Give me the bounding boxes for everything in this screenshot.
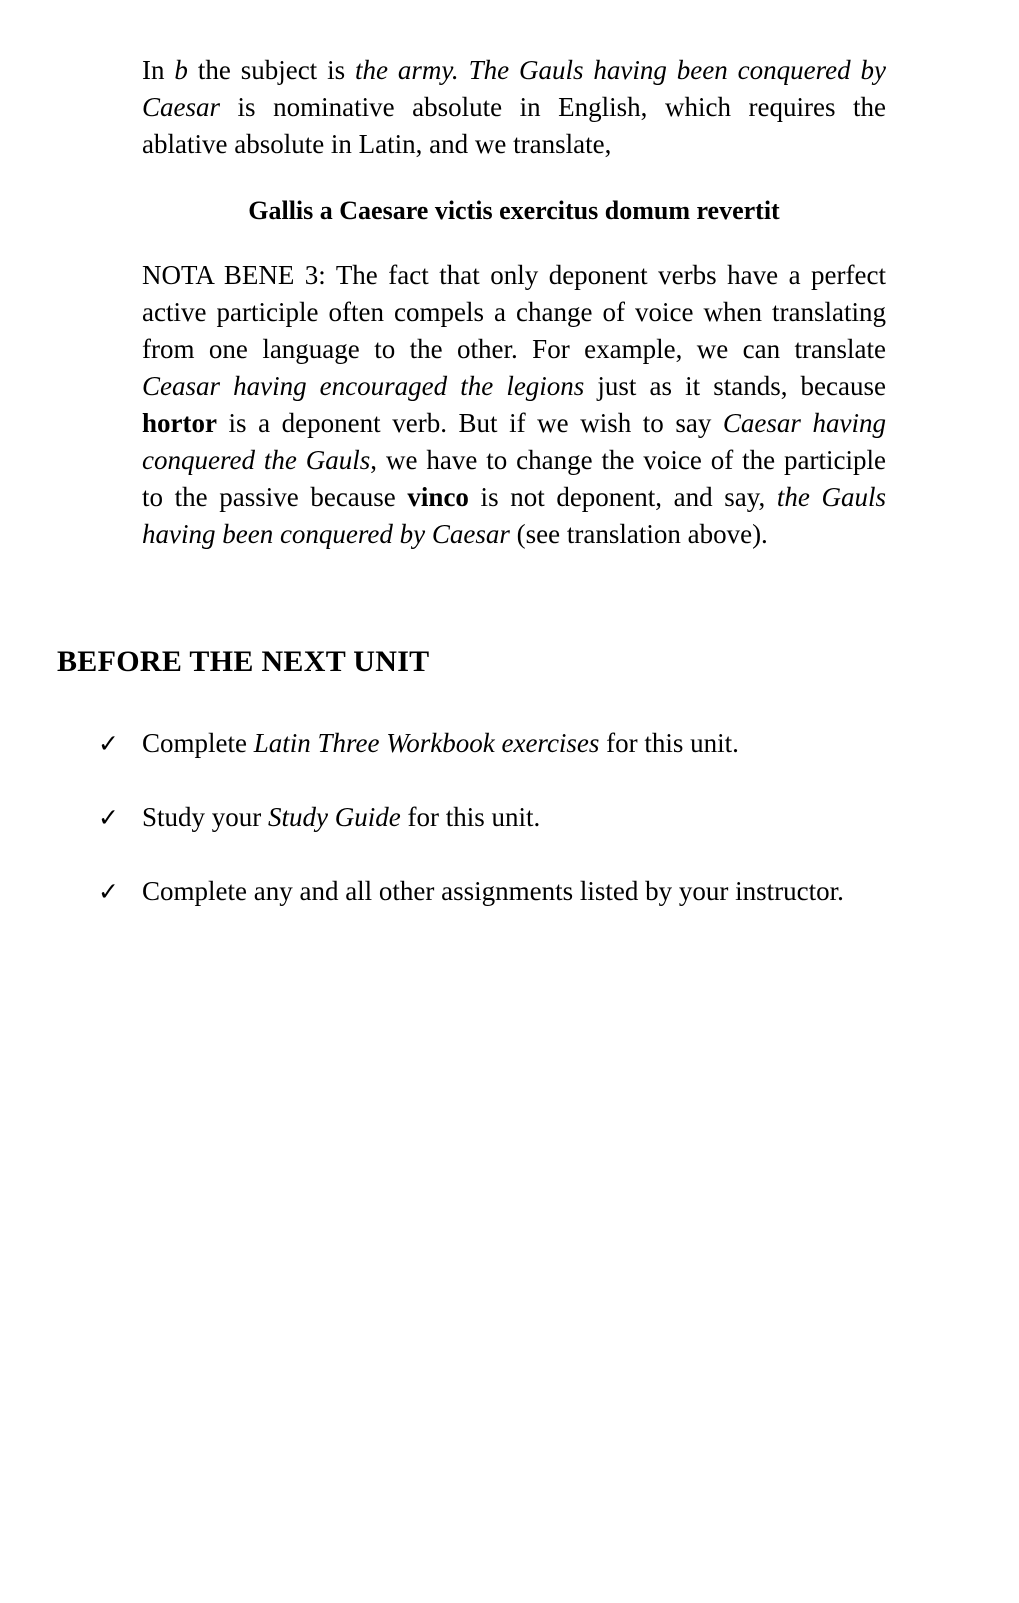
text-segment: for this unit. [599,728,739,758]
checklist-item [98,725,1019,762]
nota-bene-paragraph [142,257,886,553]
checklist-item [98,799,1019,836]
text-segment: NOTA BENE 3: The fact that only deponent verbs have a perfect active participle often compels a change of voice when translating from one language to the other. For example, we can translate [142,260,886,364]
main-text-block [142,0,886,553]
text-segment: for this unit. [400,802,541,832]
text-segment: Ceasar having encouraged the legions [142,371,585,401]
checkmark-icon: ✓ [98,877,119,906]
checklist-item-text [142,725,739,762]
checklist-item-text [142,873,844,910]
text-segment: b [174,55,188,85]
text-segment: hortor [142,408,217,438]
intro-paragraph [142,0,886,163]
checkmark-icon: ✓ [98,729,119,758]
checkmark-icon: ✓ [98,803,119,832]
text-segment: Complete any and all other assignments listed by your instructor. [142,876,844,906]
text-segment: is not deponent, and say, [468,482,777,512]
text-segment: Study your [142,802,269,832]
text-segment: Caesar having conquered the Gauls [142,408,886,475]
checklist [0,725,1019,910]
text-segment: the subject is [187,55,356,85]
text-segment: is a deponent verb. But if we wish to say [216,408,723,438]
text-segment: In [142,55,175,85]
section-heading: BEFORE THE NEXT UNIT [57,645,430,678]
text-segment: Study Guide [268,802,401,832]
text-segment: is nominative absolute in English, which requires the ablative absolute in Latin, and we translate, [142,92,886,159]
text-segment: , we have to change the voice of the participle to the passive because [142,445,886,512]
text-segment: vinco [407,482,469,512]
text-segment: (see translation above). [509,519,768,549]
text-segment: the army. The Gauls having been conquered by Caesar [142,55,886,122]
text-segment: just as it stands, because [584,371,887,401]
text-segment: Latin Three Workbook exercises [253,728,600,758]
checklist-item-text [142,799,540,836]
text-segment: Complete [142,728,254,758]
checklist-item [98,873,1019,910]
text-segment: the Gauls having been conquered by Caesar [142,482,887,549]
latin-example-sentence: Gallis a Caesare victis exercitus domum revertit [248,196,780,225]
